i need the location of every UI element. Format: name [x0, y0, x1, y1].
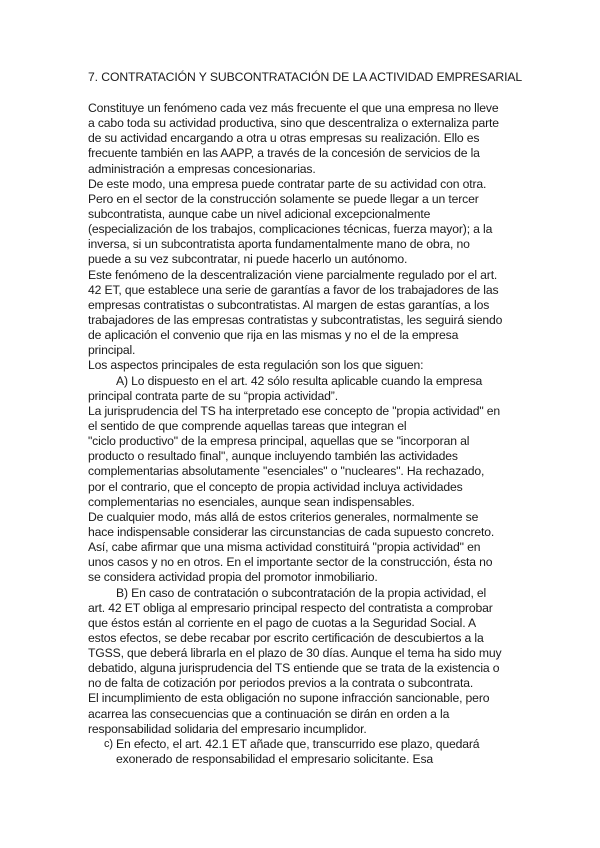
text-line: responsabilidad solidaria del empresario incumplidor.	[88, 721, 367, 736]
text-line: frecuente también en las AAPP, a través de la concesión de servicios de la	[88, 146, 480, 161]
text-line: no de falta de cotización por periodos previos a la contrata o subcontrata.	[88, 676, 474, 691]
text-line: por el contrario, que el concepto de propia actividad incluya actividades	[88, 479, 463, 494]
list-item-c	[88, 737, 528, 752]
text-line: La jurisprudencia del TS ha interpretado ese concepto de "propia actividad" en	[88, 403, 501, 418]
text-line: debatido, alguna jurisprudencia del TS entiende que se trata de la existencia o	[88, 661, 500, 676]
text-line: (especialización de los trabajos, complicaciones técnicas, fuerza mayor); a la	[88, 222, 493, 237]
text-line: Este fenómeno de la descentralización viene parcialmente regulado por el art.	[88, 267, 498, 282]
text-line: se considera actividad propia del promotor inmobiliario.	[88, 570, 378, 585]
section-title: 7. CONTRATACIÓN Y SUBCONTRATACIÓN DE LA ACTIVIDAD EMPRESARIAL	[88, 70, 523, 84]
text-line: que éstos están al corriente en el pago de cuotas a la Seguridad Social. A	[88, 615, 476, 630]
text-line: puede a su vez subcontratar, ni puede hacerlo un autónomo.	[88, 252, 408, 267]
text-line: de su actividad encargando a otra u otras empresas su realización. Ello es	[88, 131, 480, 146]
text-line: El incumplimiento de esta obligación no supone infracción sancionable, pero	[88, 691, 490, 706]
text-line: TGSS, que deberá librarla en el plazo de 30 días. Aunque el tema ha sido muy	[88, 646, 502, 661]
text-line-indented: B) En caso de contratación o subcontratación de la propia actividad, el	[116, 585, 487, 600]
text-line: unos casos y no en otros. En el importante sector de la construcción, ésta no	[88, 555, 493, 570]
text-line: empresas contratistas o subcontratistas. Al margen de estas garantías, a los	[88, 297, 490, 312]
text-line: Pero en el sector de la construcción solamente se puede llegar a un tercer	[88, 191, 479, 206]
text-line: principal contrata parte de su “propia actividad”.	[88, 388, 338, 403]
list-item-text: En efecto, el art. 42.1 ET añade que, transcurrido ese plazo, quedará	[116, 736, 480, 751]
text-line: hace indispensable considerar las circunstancias de cada supuesto concreto.	[88, 524, 495, 539]
list-item-continuation	[88, 752, 528, 767]
list-marker: c)	[104, 737, 113, 750]
text-line: complementarias absolutamente "esenciales" o "nucleares". Ha rechazado,	[88, 464, 485, 479]
text-line: a cabo toda su actividad productiva, sino que descentraliza o externaliza parte	[88, 116, 499, 131]
text-line: estos efectos, se debe recabar por escrito certificación de descubiertos a la	[88, 630, 484, 645]
text-line: subcontratista, aunque cabe un nivel adicional excepcionalmente	[88, 206, 431, 221]
text-line: Así, cabe afirmar que una misma actividad constituirá "propia actividad" en	[88, 540, 481, 555]
text-line: inversa, si un subcontratista aporta fundamentalmente mano de obra, no	[88, 237, 470, 252]
text-line: De cualquier modo, más allá de estos criterios generales, normalmente se	[88, 509, 479, 524]
text-line: trabajadores de las empresas contratistas y subcontratistas, les seguirá siendo	[88, 312, 503, 327]
text-line: De este modo, una empresa puede contratar parte de su actividad con otra.	[88, 176, 487, 191]
text-line: complementarias no esenciales, aunque sean indispensables.	[88, 494, 415, 509]
list-item-text: exonerado de responsabilidad el empresario solicitante. Esa	[116, 752, 434, 767]
text-line: producto o resultado final", aunque incluyendo también las actividades	[88, 449, 458, 464]
text-line: art. 42 ET obliga al empresario principal respecto del contratista a comprobar	[88, 600, 493, 615]
text-line-indented: A) Lo dispuesto en el art. 42 sólo resulta aplicable cuando la empresa	[116, 373, 483, 388]
text-line: 42 ET, que establece una serie de garantías a favor de los trabajadores de las	[88, 282, 499, 297]
text-line: "ciclo productivo" de la empresa principal, aquellas que se "incorporan al	[88, 434, 470, 449]
text-line: administración a empresas concesionarias.	[88, 161, 316, 176]
text-line: Constituye un fenómeno cada vez más frecuente el que una empresa no lleve	[88, 101, 499, 115]
text-line: de aplicación el convenio que rija en las mismas y no el de la empresa	[88, 328, 459, 343]
text-line: principal.	[88, 343, 136, 358]
body-text	[88, 101, 528, 767]
text-line: el sentido de que comprende aquellas tareas que integran el	[88, 418, 407, 433]
text-line: acarrea las consecuencias que a continuación se dirán en orden a la	[88, 706, 450, 721]
text-line: Los aspectos principales de esta regulación son los que siguen:	[88, 358, 424, 373]
